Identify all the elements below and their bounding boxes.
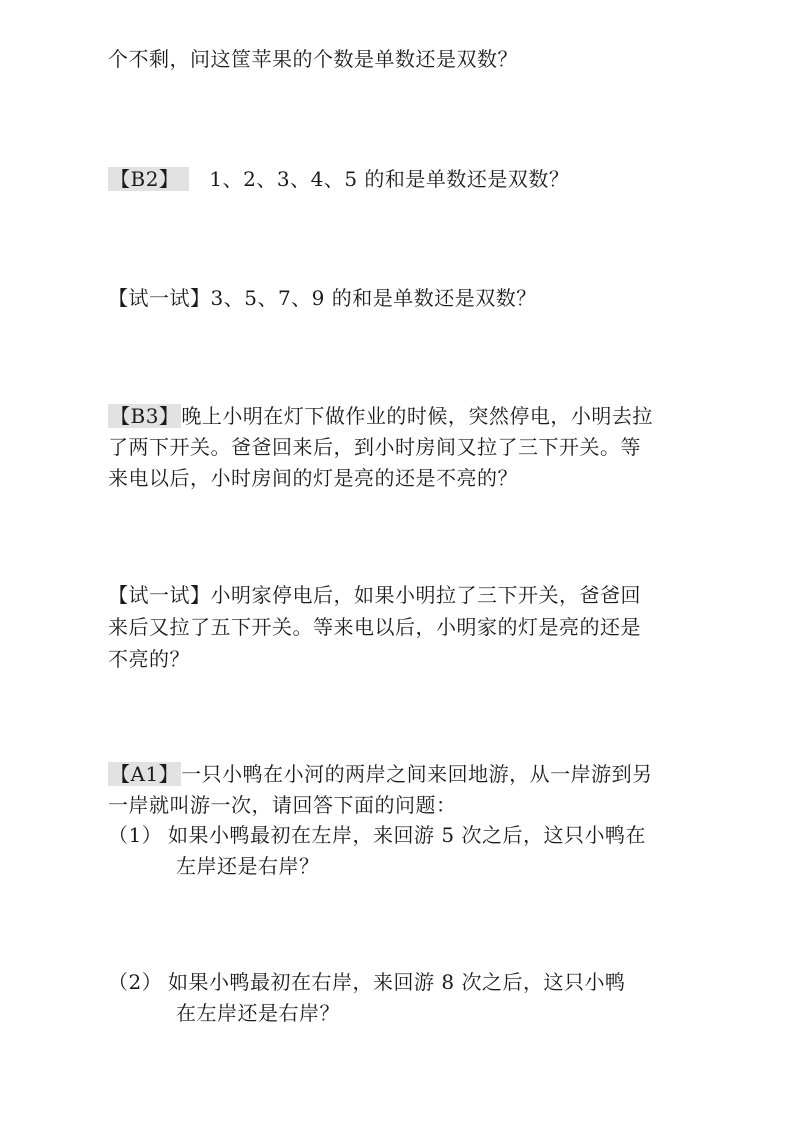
a1-subquestion-2 [108, 966, 625, 999]
a1-subquestion-1 [108, 819, 646, 852]
a1-q1-line1: 如果小鸭最初在左岸，来回游 5 次之后，这只小鸭在 [168, 823, 646, 847]
try-it-2-line3: 不亮的？ [108, 647, 190, 671]
a1-q1-number: （1） [108, 823, 163, 847]
a1-q1-line2: 左岸还是右岸？ [176, 854, 320, 878]
a1-q2-number: （2） [108, 970, 163, 994]
try-it-2-line2: 来后又拉了五下开关。等来电以后，小明家的灯是亮的还是 [108, 615, 641, 639]
a1-question-line2: 一岸就叫游一次，请回答下面的问题： [108, 793, 457, 817]
b2-question [108, 163, 569, 196]
b2-text: 1、2、3、4、5 的和是单数还是双数？ [209, 167, 570, 191]
a1-line1-text: 一只小鸭在小河的两岸之间来回地游，从一岸游到另 [181, 762, 653, 786]
a1-q2-line2: 在左岸还是右岸？ [176, 1001, 340, 1025]
b3-tag: 【B3】 [110, 404, 180, 428]
a1-tag: 【A1】 [110, 762, 180, 786]
b3-line1-text: 晚上小明在灯下做作业的时候，突然停电，小明去拉 [181, 404, 653, 428]
b1-question-tail: 个不剩，问这筐苹果的个数是单数还是双数？ [108, 47, 518, 71]
b2-tag: 【B2】 [108, 167, 189, 191]
b3-question-line1 [108, 400, 653, 433]
b3-question-line2: 了两下开关。爸爸回来后，到小时房间又拉了三下开关。等 [108, 435, 641, 459]
b3-question-line3: 来电以后，小时房间的灯是亮的还是不亮的？ [108, 466, 518, 490]
a1-q2-line1: 如果小鸭最初在右岸，来回游 8 次之后，这只小鸭 [168, 970, 626, 994]
try-it-2-line1: 【试一试】小明家停电后，如果小明拉了三下开关，爸爸回 [108, 583, 641, 607]
try-it-1: 【试一试】3、5、7、9 的和是单数还是双数？ [108, 286, 537, 310]
a1-question-line1 [108, 758, 653, 791]
